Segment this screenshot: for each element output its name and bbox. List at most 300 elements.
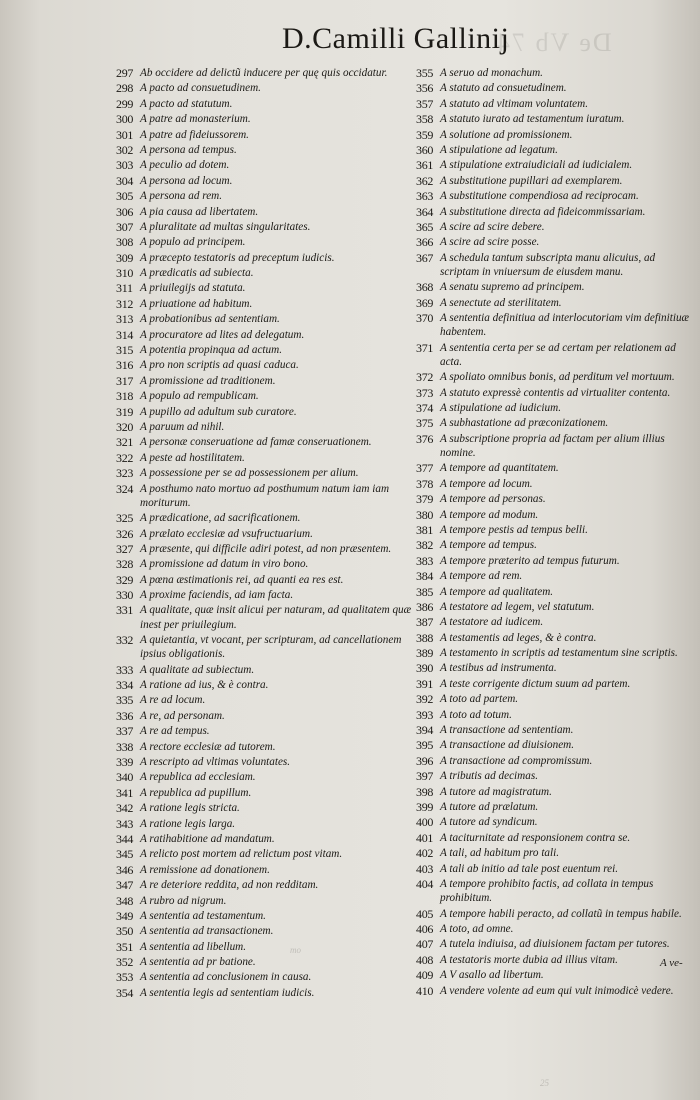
index-entry [116, 573, 412, 587]
index-entry [116, 251, 412, 265]
entry-number: 349 [116, 908, 134, 923]
index-entry [416, 296, 694, 310]
entry-number: 343 [116, 816, 134, 831]
index-entry [116, 97, 412, 111]
entry-text: A stipulatione ad iudicium. [440, 402, 561, 415]
entry-text: A patre ad monasterium. [140, 113, 251, 126]
index-entry [416, 907, 694, 921]
entry-text: A scire ad scire posse. [440, 236, 540, 249]
entry-number: 334 [116, 678, 134, 693]
entry-number: 350 [116, 924, 134, 939]
entry-number: 401 [416, 830, 434, 845]
index-entry [416, 968, 694, 982]
index-entry [116, 970, 412, 984]
entry-text: A spoliato omnibus bonis, ad perditum vel mortuum. [440, 371, 675, 384]
entry-number: 362 [416, 173, 434, 188]
entry-text: A prædicatis ad subiecta. [140, 267, 254, 280]
index-entry [116, 847, 412, 861]
entry-number: 392 [416, 692, 434, 707]
index-entry [116, 374, 412, 388]
entry-text: A ratione legis stricta. [140, 802, 240, 815]
entry-text: A priuatione ad habitum. [140, 297, 253, 310]
entry-text: A testamento in scriptis ad testamentum sine scriptis. [440, 647, 678, 660]
entry-number: 395 [416, 738, 434, 753]
entry-number: 371 [416, 340, 434, 355]
entry-number: 351 [116, 939, 134, 954]
index-entry [416, 738, 694, 752]
entry-number: 374 [416, 401, 434, 416]
entry-text: A tutore ad syndicum. [440, 816, 538, 829]
index-entry [116, 755, 412, 769]
entry-number: 382 [416, 538, 434, 553]
entry-number: 301 [116, 127, 134, 142]
entry-number: 363 [416, 189, 434, 204]
index-entry [416, 174, 694, 188]
index-entry [416, 708, 694, 722]
index-entry [416, 251, 694, 279]
index-entry [116, 588, 412, 602]
entry-number: 408 [416, 952, 434, 967]
entry-number: 391 [416, 676, 434, 691]
entry-text: A ratione legis larga. [140, 817, 236, 830]
index-entry [116, 389, 412, 403]
entry-number: 409 [416, 968, 434, 983]
index-entry [116, 986, 412, 1000]
index-entry [116, 266, 412, 280]
entry-number: 316 [116, 358, 134, 373]
entry-text: A statuto ad vltimam voluntatem. [440, 97, 589, 110]
entry-number: 328 [116, 557, 134, 572]
entry-text: A solutione ad promissionem. [440, 128, 573, 141]
entry-number: 304 [116, 173, 134, 188]
index-entry [116, 527, 412, 541]
index-entry [116, 81, 412, 95]
index-entry [116, 693, 412, 707]
index-entry [416, 953, 694, 967]
entry-number: 394 [416, 723, 434, 738]
index-entry [116, 940, 412, 954]
index-entry [416, 416, 694, 430]
index-entry [116, 128, 412, 142]
entry-number: 315 [116, 343, 134, 358]
index-entry [116, 358, 412, 372]
entry-text: A rubro ad nigrum. [140, 894, 227, 907]
entry-text: A qualitate, quæ insit alicui per naturam, ad qualitatem quæ inest per priuilegium. [140, 604, 412, 631]
entry-number: 372 [416, 370, 434, 385]
entry-number: 384 [416, 569, 434, 584]
entry-number: 360 [416, 142, 434, 157]
index-entry [116, 603, 412, 631]
entry-text: A persona ad tempus. [140, 143, 237, 156]
entry-text: A tempore ad rem. [440, 570, 523, 583]
index-entry [416, 554, 694, 568]
entry-text: A pacto ad statutum. [140, 97, 233, 110]
entry-number: 385 [416, 584, 434, 599]
entry-number: 367 [416, 250, 434, 265]
entry-text: A pacto ad consuetudinem. [140, 82, 261, 95]
entry-text: A sententia definitiua ad interlocutoriam vim definitiuæ habentem. [440, 312, 690, 339]
entry-number: 399 [416, 800, 434, 814]
entry-text: A pro non scriptis ad quasi caduca. [140, 359, 299, 372]
entry-number: 387 [416, 615, 434, 630]
index-entry [416, 158, 694, 172]
entry-number: 314 [116, 327, 134, 342]
entry-number: 368 [416, 280, 434, 295]
index-entry [416, 661, 694, 675]
entry-number: 361 [416, 158, 434, 173]
index-entry [116, 143, 412, 157]
index-entry [116, 955, 412, 969]
entry-text: A personæ conseruatione ad famæ conseruationem. [140, 436, 372, 449]
entry-text: A quietantia, vt vocant, per scripturam, ad cancellationem ipsius obligationis. [140, 634, 402, 661]
index-entry [116, 770, 412, 784]
bleed-through-text: De Vb 74 [495, 28, 612, 57]
index-entry [416, 631, 694, 645]
index-entry [416, 600, 694, 614]
entry-number: 332 [116, 633, 134, 648]
entry-number: 330 [116, 588, 134, 603]
entry-text: A ratione ad ius, & è contra. [140, 679, 269, 692]
entry-text: A schedula tantum subscripta manu alicuius, ad scriptam in vniuersum de eiusdem manu. [440, 251, 656, 278]
entry-text: A transactione ad sententiam. [440, 724, 574, 737]
entry-text: A ratihabitione ad mandatum. [140, 832, 275, 845]
index-entry [416, 615, 694, 629]
entry-number: 323 [116, 466, 134, 481]
index-entry [416, 692, 694, 706]
entry-number: 335 [116, 693, 134, 708]
right-column [416, 66, 694, 999]
index-entry [416, 205, 694, 219]
entry-text: A taciturnitate ad responsionem contra se. [440, 831, 631, 844]
index-entry [416, 846, 694, 860]
index-entry [416, 128, 694, 142]
entry-number: 300 [116, 112, 134, 127]
catchword: A ve- [660, 957, 683, 969]
entry-text: A rescripto ad vltimas voluntates. [140, 756, 291, 769]
entry-text: A præsente, qui difficile adiri potest, ad non præsentem. [140, 542, 392, 555]
index-entry [116, 633, 412, 661]
entry-text: A scire ad scire debere. [440, 220, 545, 233]
entry-number: 317 [116, 373, 134, 388]
entry-text: A tempore pestis ad tempus belli. [440, 523, 588, 536]
index-entry [416, 97, 694, 111]
index-entry [416, 785, 694, 799]
entry-number: 388 [416, 630, 434, 645]
entry-number: 396 [416, 753, 434, 768]
entry-number: 397 [416, 769, 434, 784]
entry-text: A paruum ad nihil. [140, 420, 225, 433]
faint-margin-mark: mo [290, 945, 301, 955]
entry-number: 402 [416, 846, 434, 861]
entry-number: 307 [116, 219, 134, 234]
entry-text: A subhastatione ad præconizationem. [440, 417, 609, 430]
index-entry [416, 370, 694, 384]
entry-text: A sententia ad testamentum. [140, 909, 266, 922]
entry-text: A substitutione compendiosa ad reciprocam. [440, 190, 639, 203]
entry-number: 329 [116, 572, 134, 587]
entry-number: 298 [116, 81, 134, 96]
entry-text: A statuto iurato ad testamentum iuratum. [440, 113, 625, 126]
index-entry [116, 740, 412, 754]
entry-text: A rectore ecclesiæ ad tutorem. [140, 740, 276, 753]
entry-text: A testibus ad instrumenta. [440, 662, 557, 675]
entry-number: 345 [116, 847, 134, 862]
entry-text: A sententia ad pr batione. [140, 956, 256, 969]
entry-number: 306 [116, 204, 134, 219]
index-entry [116, 724, 412, 738]
entry-text: A tempore habili peracto, ad collatũ in tempus habile. [440, 907, 682, 920]
entry-number: 325 [116, 511, 134, 526]
index-entry [416, 585, 694, 599]
index-entry [416, 523, 694, 537]
index-entry [116, 817, 412, 831]
entry-text: A remissione ad donationem. [140, 863, 270, 876]
entry-text: A posthumo nato mortuo ad posthumum natum iam iam moriturum. [140, 482, 390, 509]
entry-text: A testatore ad legem, vel statutum. [440, 600, 595, 613]
entry-number: 297 [116, 66, 134, 80]
index-entry [416, 461, 694, 475]
entry-text: A statuto ad consuetudinem. [440, 82, 567, 95]
entry-number: 379 [416, 492, 434, 507]
entry-text: A persona ad locum. [140, 174, 233, 187]
entry-number: 400 [416, 815, 434, 830]
entry-text: A populo ad rempublicam. [140, 390, 259, 403]
entry-number: 331 [116, 603, 134, 618]
entry-number: 386 [416, 599, 434, 614]
entry-text: A seruo ad monachum. [440, 67, 543, 79]
entry-text: A senatu supremo ad principem. [440, 281, 585, 294]
index-entry [116, 281, 412, 295]
index-entry [416, 81, 694, 95]
index-entry [416, 984, 694, 998]
entry-number: 302 [116, 142, 134, 157]
entry-number: 373 [416, 385, 434, 400]
index-entry [116, 451, 412, 465]
index-entry [116, 557, 412, 571]
entry-text: A prælato ecclesiæ ad vsufructuarium. [140, 527, 313, 540]
entry-text: A sententia ad transactionem. [140, 925, 274, 938]
entry-text: A sententia certa per se ad certam per relationem ad acta. [440, 341, 676, 368]
entry-number: 322 [116, 450, 134, 465]
index-entry [416, 112, 694, 126]
entry-text: A tali, ad habitum pro tali. [440, 847, 560, 860]
entry-text: A transactione ad diuisionem. [440, 739, 575, 752]
entry-text: A probationibus ad sententiam. [140, 313, 280, 326]
entry-number: 393 [416, 707, 434, 722]
entry-number: 312 [116, 296, 134, 311]
entry-text: A sententia legis ad sententiam iudicis. [140, 986, 315, 999]
entry-text: A teste corrigente dictum suum ad partem. [440, 677, 631, 690]
entry-number: 338 [116, 739, 134, 754]
index-entry [416, 311, 694, 339]
index-entry [116, 542, 412, 556]
entry-text: A peste ad hostilitatem. [140, 451, 245, 464]
entry-text: A testamentis ad leges, & è contra. [440, 631, 597, 644]
entry-text: A tempore prohibito factis, ad collata in tempus prohibitum. [440, 877, 654, 905]
entry-number: 366 [416, 235, 434, 250]
entry-text: A patre ad fideiussorem. [140, 128, 249, 141]
entry-number: 377 [416, 461, 434, 476]
index-entry [116, 328, 412, 342]
index-entry [116, 189, 412, 203]
left-column [116, 66, 412, 1001]
index-entry [116, 863, 412, 877]
index-entry [116, 312, 412, 326]
entry-text: A tributis ad decimas. [440, 770, 538, 783]
entry-text: A re ad tempus. [140, 725, 210, 738]
entry-text: Ab occidere ad delictũ inducere per quę quis occidatur. [140, 67, 388, 79]
index-entry [416, 677, 694, 691]
index-entry [116, 220, 412, 234]
entry-text: A substitutione pupillari ad exemplarem. [440, 174, 623, 187]
entry-text: A tutela indiuisa, ad diuisionem factam per tutores. [440, 938, 670, 951]
entry-text: A pupillo ad adultum sub curatore. [140, 405, 297, 418]
index-entry [416, 235, 694, 249]
index-entry [116, 420, 412, 434]
index-entry [416, 386, 694, 400]
entry-text: A qualitate ad subiectum. [140, 663, 255, 676]
index-entry [116, 878, 412, 892]
entry-text: A proxime faciendis, ad iam facta. [140, 589, 294, 602]
entry-number: 299 [116, 96, 134, 111]
entry-text: A præcepto testatoris ad preceptum iudicis. [140, 251, 335, 264]
entry-text: A sententia ad libellum. [140, 940, 247, 953]
entry-text: A subscriptione propria ad factam per alium illius nomine. [440, 432, 665, 460]
entry-number: 359 [416, 127, 434, 142]
entry-text: A testatoris morte dubia ad illius vitam. [440, 953, 618, 966]
index-entry [116, 466, 412, 480]
entry-number: 383 [416, 553, 434, 568]
entry-number: 389 [416, 646, 434, 661]
entry-number: 308 [116, 235, 134, 250]
entry-number: 370 [416, 311, 434, 326]
entry-text: A promissione ad traditionem. [140, 374, 276, 387]
entry-text: A vendere volente ad eum qui vult inimodicè vedere. [440, 984, 674, 997]
index-entry [116, 482, 412, 510]
index-entry [116, 832, 412, 846]
faint-margin-mark: 25 [540, 1078, 549, 1088]
entry-text: A re, ad personam. [140, 709, 225, 722]
entry-number: 410 [416, 983, 434, 998]
index-entry [416, 189, 694, 203]
entry-text: A tempore ad modum. [440, 508, 539, 521]
entry-number: 341 [116, 785, 134, 800]
entry-text: A transactione ad compromissum. [440, 754, 593, 767]
index-entry [416, 341, 694, 369]
entry-number: 320 [116, 419, 134, 434]
entry-number: 340 [116, 770, 134, 785]
entry-number: 375 [416, 416, 434, 431]
index-entry [116, 174, 412, 188]
entry-number: 324 [116, 481, 134, 496]
entry-text: A tempore ad qualitatem. [440, 585, 554, 598]
index-entry [416, 492, 694, 506]
entry-text: A stipulatione ad legatum. [440, 143, 558, 156]
entry-number: 313 [116, 312, 134, 327]
index-entry [416, 538, 694, 552]
index-entry [116, 894, 412, 908]
entry-number: 357 [416, 96, 434, 111]
entry-number: 333 [116, 662, 134, 677]
entry-text: A toto ad totum. [440, 708, 512, 721]
index-entry [416, 401, 694, 415]
index-entry [416, 280, 694, 294]
entry-number: 369 [416, 295, 434, 310]
entry-number: 352 [116, 955, 134, 970]
entry-text: A substitutione directa ad fideicommissariam. [440, 205, 646, 218]
entry-text: A tutore ad prælatum. [440, 801, 539, 813]
entry-text: A republica ad pupillum. [140, 786, 252, 799]
entry-number: 403 [416, 861, 434, 876]
index-entry [116, 405, 412, 419]
entry-number: 346 [116, 862, 134, 877]
index-entry [416, 477, 694, 491]
entry-number: 380 [416, 507, 434, 522]
index-entry [116, 678, 412, 692]
index-entry [116, 343, 412, 357]
entry-text: A tempore ad quantitatem. [440, 462, 559, 475]
index-entry [116, 158, 412, 172]
entry-text: A toto, ad omne. [440, 922, 514, 935]
entry-text: A testatore ad iudicem. [440, 616, 544, 629]
index-entry [116, 112, 412, 126]
entry-text: A procuratore ad lites ad delegatum. [140, 328, 305, 341]
entry-number: 376 [416, 431, 434, 446]
entry-text: A prædicatione, ad sacrificationem. [140, 512, 301, 525]
index-entry [116, 297, 412, 311]
entry-text: A promissione ad datum in viro bono. [140, 558, 309, 571]
index-entry [416, 646, 694, 660]
index-entry [416, 937, 694, 951]
entry-number: 404 [416, 876, 434, 891]
entry-number: 390 [416, 661, 434, 676]
entry-text: A populo ad principem. [140, 236, 246, 249]
entry-number: 378 [416, 476, 434, 491]
entry-text: A tempore præterito ad tempus futurum. [440, 554, 620, 567]
index-entry [116, 709, 412, 723]
entry-number: 354 [116, 985, 134, 1000]
entry-number: 348 [116, 893, 134, 908]
index-entry [416, 220, 694, 234]
index-entry [416, 569, 694, 583]
entry-number: 365 [416, 219, 434, 234]
entry-number: 337 [116, 724, 134, 739]
entry-text: A tempore ad personas. [440, 493, 546, 506]
entry-number: 356 [416, 81, 434, 96]
entry-text: A priuilegijs ad statuta. [140, 282, 246, 295]
entry-text: A republica ad ecclesiam. [140, 771, 256, 784]
entry-number: 319 [116, 404, 134, 419]
index-entry [116, 909, 412, 923]
index-entry [416, 432, 694, 460]
entry-number: 327 [116, 541, 134, 556]
entry-number: 355 [416, 66, 434, 80]
entry-number: 311 [116, 281, 133, 296]
entry-text: A peculio ad dotem. [140, 159, 230, 172]
index-entry [416, 66, 694, 80]
entry-text: A pœna æstimationis rei, ad quanti ea res est. [140, 573, 344, 586]
entry-text: A tempore ad tempus. [440, 539, 537, 552]
entry-number: 405 [416, 906, 434, 921]
entry-number: 381 [416, 522, 434, 537]
entry-text: A statuto expressè contentis ad virtualiter contenta. [440, 386, 671, 399]
entry-text: A relicto post mortem ad relictum post vitam. [140, 848, 343, 861]
entry-text: A re deteriore reddita, ad non redditam. [140, 879, 319, 892]
entry-number: 358 [416, 112, 434, 127]
index-entry [416, 143, 694, 157]
index-entry [116, 66, 412, 80]
entry-number: 310 [116, 266, 134, 281]
